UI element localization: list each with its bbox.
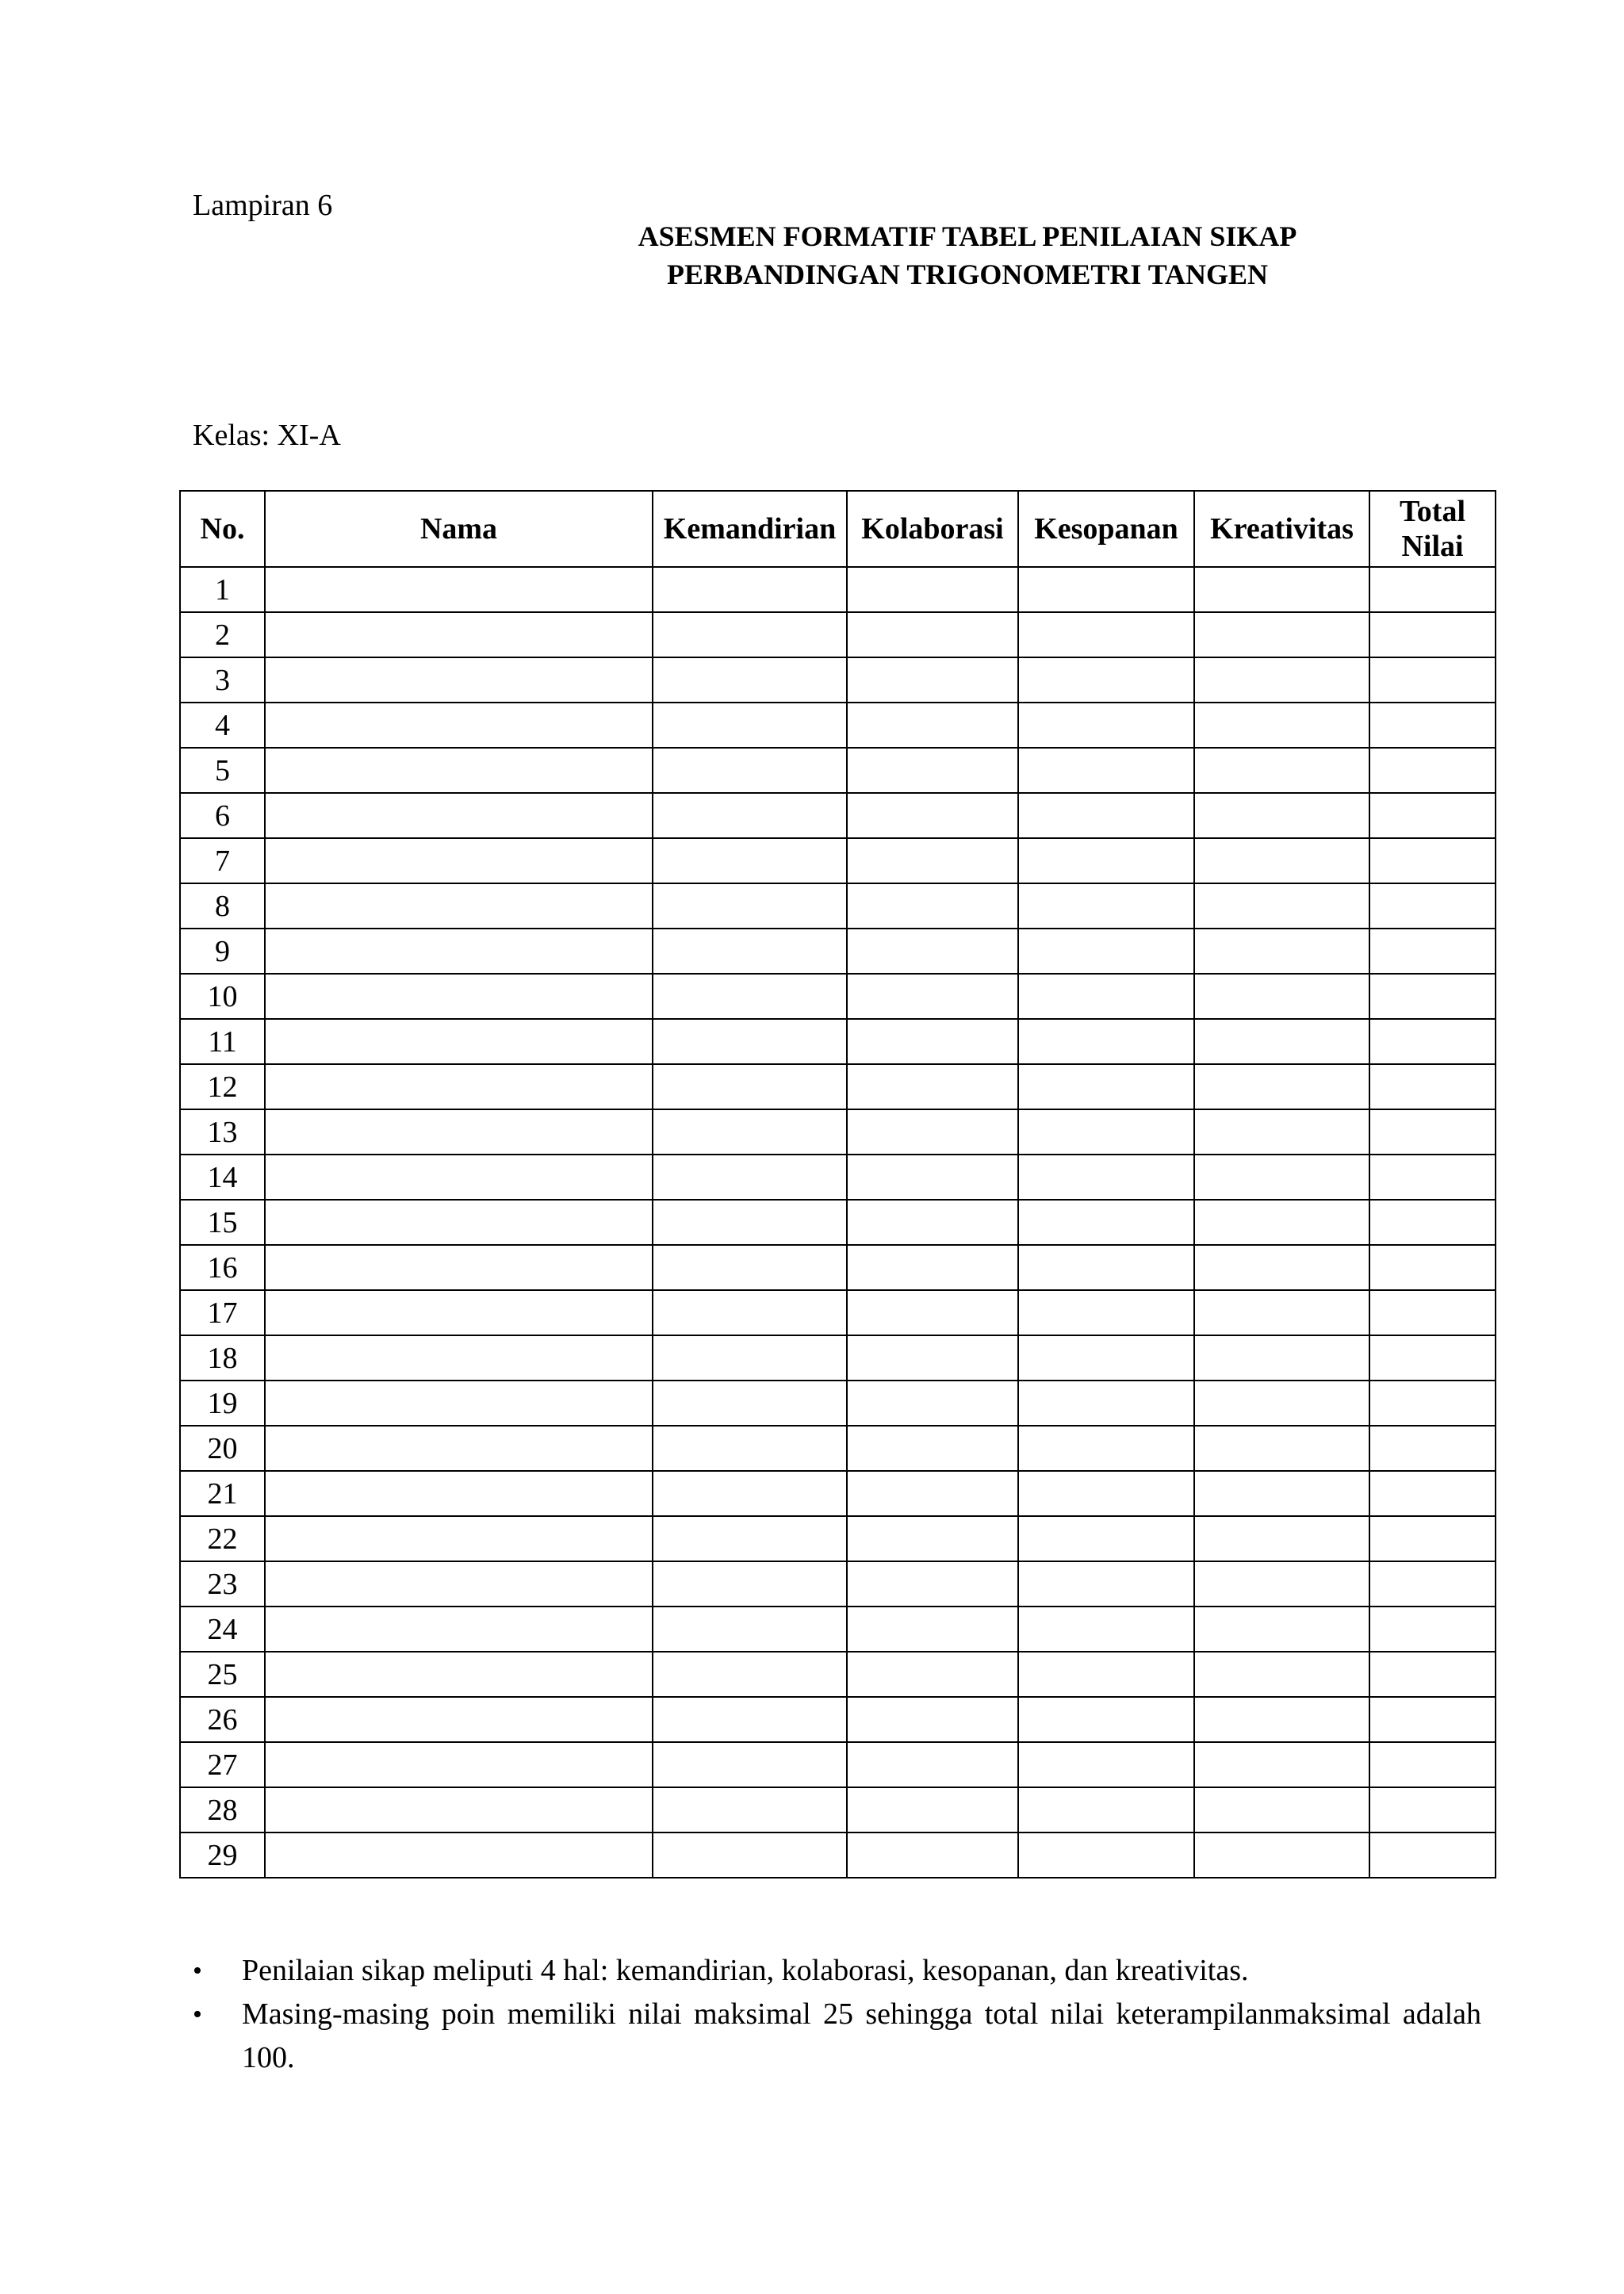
- cell-kreativitas: [1194, 1652, 1369, 1697]
- cell-kesopanan: [1018, 974, 1194, 1019]
- cell-kolaborasi: [847, 1155, 1018, 1200]
- cell-kolaborasi: [847, 1381, 1018, 1426]
- cell-total-nilai: [1369, 1561, 1496, 1607]
- table-row: [180, 1833, 1496, 1878]
- cell-kemandirian: [653, 1245, 847, 1290]
- cell-kreativitas: [1194, 1109, 1369, 1155]
- cell-no: 14: [180, 1155, 265, 1200]
- cell-kemandirian: [653, 1607, 847, 1652]
- cell-kesopanan: [1018, 1607, 1194, 1652]
- cell-kolaborasi: [847, 883, 1018, 929]
- cell-kemandirian: [653, 1019, 847, 1064]
- cell-total-nilai: [1369, 1381, 1496, 1426]
- title-line-2: PERBANDINGAN TRIGONOMETRI TANGEN: [666, 259, 1269, 290]
- cell-no: 24: [180, 1607, 265, 1652]
- cell-kolaborasi: [847, 974, 1018, 1019]
- cell-kesopanan: [1018, 1561, 1194, 1607]
- table-row: [180, 657, 1496, 703]
- cell-kesopanan: [1018, 1290, 1194, 1335]
- column-header-kolaborasi: Kolaborasi: [847, 491, 1018, 567]
- cell-total-nilai: [1369, 748, 1496, 793]
- table-row: [180, 1245, 1496, 1290]
- cell-kemandirian: [653, 1155, 847, 1200]
- cell-nama: [265, 883, 653, 929]
- cell-kreativitas: [1194, 1019, 1369, 1064]
- cell-kesopanan: [1018, 1245, 1194, 1290]
- cell-kesopanan: [1018, 703, 1194, 748]
- cell-no: 17: [180, 1290, 265, 1335]
- table-row: [180, 929, 1496, 974]
- cell-total-nilai: [1369, 838, 1496, 883]
- cell-kemandirian: [653, 1335, 847, 1381]
- cell-no: 26: [180, 1697, 265, 1742]
- cell-kolaborasi: [847, 1833, 1018, 1878]
- cell-kemandirian: [653, 1697, 847, 1742]
- cell-kreativitas: [1194, 748, 1369, 793]
- cell-kemandirian: [653, 1742, 847, 1787]
- cell-kesopanan: [1018, 657, 1194, 703]
- table-row: [180, 1200, 1496, 1245]
- cell-nama: [265, 703, 653, 748]
- note-text: Penilaian sikap meliputi 4 hal: kemandirian, kolaborasi, kesopanan, dan kreativitas.: [242, 1954, 1249, 1987]
- cell-nama: [265, 1019, 653, 1064]
- column-header-kesopanan: Kesopanan: [1018, 491, 1194, 567]
- note-text: Masing-masing poin memiliki nilai maksimal 25 sehingga total nilai keterampilanmaksimal adalah 100.: [242, 1997, 1481, 2074]
- cell-nama: [265, 1155, 653, 1200]
- cell-kemandirian: [653, 657, 847, 703]
- cell-no: 18: [180, 1335, 265, 1381]
- cell-kemandirian: [653, 1833, 847, 1878]
- cell-total-nilai: [1369, 1064, 1496, 1109]
- cell-nama: [265, 1697, 653, 1742]
- cell-total-nilai: [1369, 567, 1496, 612]
- cell-no: 19: [180, 1381, 265, 1426]
- appendix-label: Lampiran 6: [193, 189, 333, 222]
- cell-kreativitas: [1194, 1833, 1369, 1878]
- cell-kolaborasi: [847, 612, 1018, 657]
- title-line-1: ASESMEN FORMATIF TABEL PENILAIAN SIKAP: [638, 220, 1297, 252]
- cell-kesopanan: [1018, 1335, 1194, 1381]
- table-row: [180, 1064, 1496, 1109]
- table-row: [180, 1561, 1496, 1607]
- cell-no: 2: [180, 612, 265, 657]
- cell-no: 10: [180, 974, 265, 1019]
- cell-kolaborasi: [847, 838, 1018, 883]
- cell-nama: [265, 1200, 653, 1245]
- cell-total-nilai: [1369, 1652, 1496, 1697]
- cell-kemandirian: [653, 1290, 847, 1335]
- cell-kemandirian: [653, 1109, 847, 1155]
- cell-no: 9: [180, 929, 265, 974]
- cell-kolaborasi: [847, 1697, 1018, 1742]
- cell-kreativitas: [1194, 929, 1369, 974]
- cell-kreativitas: [1194, 1335, 1369, 1381]
- cell-kolaborasi: [847, 1787, 1018, 1833]
- cell-kolaborasi: [847, 929, 1018, 974]
- cell-total-nilai: [1369, 1607, 1496, 1652]
- cell-total-nilai: [1369, 1697, 1496, 1742]
- cell-no: 23: [180, 1561, 265, 1607]
- cell-kemandirian: [653, 1516, 847, 1561]
- class-label: Kelas: XI-A: [193, 419, 341, 452]
- cell-kreativitas: [1194, 567, 1369, 612]
- cell-kemandirian: [653, 1064, 847, 1109]
- cell-kesopanan: [1018, 1019, 1194, 1064]
- cell-kemandirian: [653, 748, 847, 793]
- cell-kolaborasi: [847, 1516, 1018, 1561]
- cell-nama: [265, 793, 653, 838]
- cell-kreativitas: [1194, 612, 1369, 657]
- cell-kemandirian: [653, 1652, 847, 1697]
- cell-total-nilai: [1369, 1516, 1496, 1561]
- cell-kesopanan: [1018, 1200, 1194, 1245]
- cell-kemandirian: [653, 703, 847, 748]
- cell-kesopanan: [1018, 1381, 1194, 1426]
- cell-kreativitas: [1194, 1471, 1369, 1516]
- cell-kreativitas: [1194, 838, 1369, 883]
- cell-nama: [265, 974, 653, 1019]
- cell-kesopanan: [1018, 1787, 1194, 1833]
- cell-total-nilai: [1369, 1471, 1496, 1516]
- table-row: [180, 748, 1496, 793]
- table-row: [180, 1290, 1496, 1335]
- cell-kolaborasi: [847, 1245, 1018, 1290]
- document-title: [539, 217, 1396, 293]
- cell-total-nilai: [1369, 1426, 1496, 1471]
- cell-nama: [265, 1742, 653, 1787]
- cell-total-nilai: [1369, 1335, 1496, 1381]
- cell-nama: [265, 1335, 653, 1381]
- cell-kesopanan: [1018, 1652, 1194, 1697]
- cell-no: 1: [180, 567, 265, 612]
- cell-total-nilai: [1369, 1245, 1496, 1290]
- cell-kesopanan: [1018, 1516, 1194, 1561]
- cell-nama: [265, 612, 653, 657]
- cell-total-nilai: [1369, 612, 1496, 657]
- cell-kreativitas: [1194, 883, 1369, 929]
- note-item: [193, 1949, 1481, 1993]
- cell-kreativitas: [1194, 1561, 1369, 1607]
- table-row: [180, 1787, 1496, 1833]
- table-row: [180, 793, 1496, 838]
- table-row: [180, 1652, 1496, 1697]
- cell-nama: [265, 1833, 653, 1878]
- cell-kesopanan: [1018, 1109, 1194, 1155]
- cell-kesopanan: [1018, 567, 1194, 612]
- cell-no: 15: [180, 1200, 265, 1245]
- cell-kemandirian: [653, 838, 847, 883]
- table-row: [180, 1109, 1496, 1155]
- cell-nama: [265, 1109, 653, 1155]
- cell-total-nilai: [1369, 1019, 1496, 1064]
- cell-kesopanan: [1018, 1155, 1194, 1200]
- table-row: [180, 567, 1496, 612]
- cell-total-nilai: [1369, 1155, 1496, 1200]
- note-item: [193, 1993, 1481, 2080]
- column-header-total-nilai: Total Nilai: [1369, 491, 1496, 567]
- table-row: [180, 883, 1496, 929]
- table-row: [180, 1335, 1496, 1381]
- cell-kreativitas: [1194, 1381, 1369, 1426]
- cell-total-nilai: [1369, 929, 1496, 974]
- column-header-no: No.: [180, 491, 265, 567]
- cell-nama: [265, 1652, 653, 1697]
- cell-kreativitas: [1194, 974, 1369, 1019]
- cell-kesopanan: [1018, 1426, 1194, 1471]
- cell-kesopanan: [1018, 883, 1194, 929]
- cell-total-nilai: [1369, 703, 1496, 748]
- table-body: [180, 567, 1496, 1878]
- cell-no: 7: [180, 838, 265, 883]
- table-row: [180, 974, 1496, 1019]
- cell-no: 6: [180, 793, 265, 838]
- cell-kemandirian: [653, 567, 847, 612]
- cell-nama: [265, 1516, 653, 1561]
- cell-kreativitas: [1194, 1742, 1369, 1787]
- cell-nama: [265, 567, 653, 612]
- cell-nama: [265, 1607, 653, 1652]
- cell-nama: [265, 929, 653, 974]
- cell-kesopanan: [1018, 1742, 1194, 1787]
- cell-kesopanan: [1018, 1697, 1194, 1742]
- cell-no: 4: [180, 703, 265, 748]
- cell-kolaborasi: [847, 1471, 1018, 1516]
- table-row: [180, 612, 1496, 657]
- cell-total-nilai: [1369, 1109, 1496, 1155]
- cell-kesopanan: [1018, 1833, 1194, 1878]
- bullet-icon: •: [193, 1956, 202, 1986]
- cell-no: 16: [180, 1245, 265, 1290]
- cell-no: 11: [180, 1019, 265, 1064]
- cell-kreativitas: [1194, 1697, 1369, 1742]
- column-header-kreativitas: Kreativitas: [1194, 491, 1369, 567]
- cell-nama: [265, 748, 653, 793]
- cell-nama: [265, 1426, 653, 1471]
- column-header-nama: Nama: [265, 491, 653, 567]
- cell-no: 5: [180, 748, 265, 793]
- cell-nama: [265, 1381, 653, 1426]
- cell-kesopanan: [1018, 612, 1194, 657]
- cell-kolaborasi: [847, 1742, 1018, 1787]
- cell-kesopanan: [1018, 1471, 1194, 1516]
- cell-kreativitas: [1194, 1200, 1369, 1245]
- cell-nama: [265, 1064, 653, 1109]
- cell-kolaborasi: [847, 1290, 1018, 1335]
- cell-nama: [265, 657, 653, 703]
- cell-no: 29: [180, 1833, 265, 1878]
- cell-nama: [265, 1471, 653, 1516]
- cell-kolaborasi: [847, 567, 1018, 612]
- cell-kolaborasi: [847, 793, 1018, 838]
- assessment-table: [179, 490, 1496, 1878]
- cell-kreativitas: [1194, 703, 1369, 748]
- cell-kesopanan: [1018, 748, 1194, 793]
- cell-kemandirian: [653, 1787, 847, 1833]
- cell-total-nilai: [1369, 1787, 1496, 1833]
- cell-kolaborasi: [847, 1200, 1018, 1245]
- cell-kolaborasi: [847, 748, 1018, 793]
- cell-total-nilai: [1369, 793, 1496, 838]
- cell-kesopanan: [1018, 929, 1194, 974]
- table-row: [180, 1516, 1496, 1561]
- cell-kesopanan: [1018, 838, 1194, 883]
- column-header-kemandirian: Kemandirian: [653, 491, 847, 567]
- table-row: [180, 1155, 1496, 1200]
- cell-no: 12: [180, 1064, 265, 1109]
- cell-no: 3: [180, 657, 265, 703]
- cell-kolaborasi: [847, 1607, 1018, 1652]
- cell-total-nilai: [1369, 1290, 1496, 1335]
- cell-nama: [265, 1245, 653, 1290]
- cell-total-nilai: [1369, 1742, 1496, 1787]
- table-row: [180, 1019, 1496, 1064]
- cell-kolaborasi: [847, 1652, 1018, 1697]
- cell-kreativitas: [1194, 1290, 1369, 1335]
- cell-no: 21: [180, 1471, 265, 1516]
- cell-no: 20: [180, 1426, 265, 1471]
- cell-no: 13: [180, 1109, 265, 1155]
- cell-kemandirian: [653, 974, 847, 1019]
- cell-kreativitas: [1194, 1516, 1369, 1561]
- table-row: [180, 1426, 1496, 1471]
- cell-kemandirian: [653, 612, 847, 657]
- cell-kemandirian: [653, 883, 847, 929]
- cell-kolaborasi: [847, 1335, 1018, 1381]
- cell-kemandirian: [653, 1200, 847, 1245]
- table-row: [180, 1471, 1496, 1516]
- cell-kemandirian: [653, 1471, 847, 1516]
- cell-no: 28: [180, 1787, 265, 1833]
- cell-no: 22: [180, 1516, 265, 1561]
- cell-kesopanan: [1018, 793, 1194, 838]
- cell-kreativitas: [1194, 1245, 1369, 1290]
- cell-nama: [265, 1561, 653, 1607]
- cell-kolaborasi: [847, 1561, 1018, 1607]
- cell-kolaborasi: [847, 703, 1018, 748]
- bullet-icon: •: [193, 2000, 202, 2029]
- cell-no: 27: [180, 1742, 265, 1787]
- cell-nama: [265, 1787, 653, 1833]
- table-header-row: [180, 491, 1496, 567]
- cell-total-nilai: [1369, 657, 1496, 703]
- table-row: [180, 703, 1496, 748]
- cell-total-nilai: [1369, 1833, 1496, 1878]
- cell-kemandirian: [653, 1561, 847, 1607]
- cell-kolaborasi: [847, 657, 1018, 703]
- table-row: [180, 1742, 1496, 1787]
- cell-kolaborasi: [847, 1019, 1018, 1064]
- cell-kemandirian: [653, 1426, 847, 1471]
- cell-total-nilai: [1369, 883, 1496, 929]
- cell-kreativitas: [1194, 1155, 1369, 1200]
- cell-kesopanan: [1018, 1064, 1194, 1109]
- cell-kemandirian: [653, 793, 847, 838]
- cell-kolaborasi: [847, 1426, 1018, 1471]
- table-row: [180, 838, 1496, 883]
- cell-total-nilai: [1369, 974, 1496, 1019]
- cell-kemandirian: [653, 929, 847, 974]
- cell-no: 8: [180, 883, 265, 929]
- cell-no: 25: [180, 1652, 265, 1697]
- cell-nama: [265, 838, 653, 883]
- notes-list: [193, 1949, 1481, 2080]
- cell-kreativitas: [1194, 1607, 1369, 1652]
- cell-kreativitas: [1194, 1787, 1369, 1833]
- cell-kolaborasi: [847, 1109, 1018, 1155]
- cell-kemandirian: [653, 1381, 847, 1426]
- cell-kreativitas: [1194, 1426, 1369, 1471]
- table-row: [180, 1697, 1496, 1742]
- cell-nama: [265, 1290, 653, 1335]
- table-row: [180, 1607, 1496, 1652]
- cell-kolaborasi: [847, 1064, 1018, 1109]
- cell-kreativitas: [1194, 793, 1369, 838]
- cell-total-nilai: [1369, 1200, 1496, 1245]
- cell-kreativitas: [1194, 657, 1369, 703]
- table-row: [180, 1381, 1496, 1426]
- cell-kreativitas: [1194, 1064, 1369, 1109]
